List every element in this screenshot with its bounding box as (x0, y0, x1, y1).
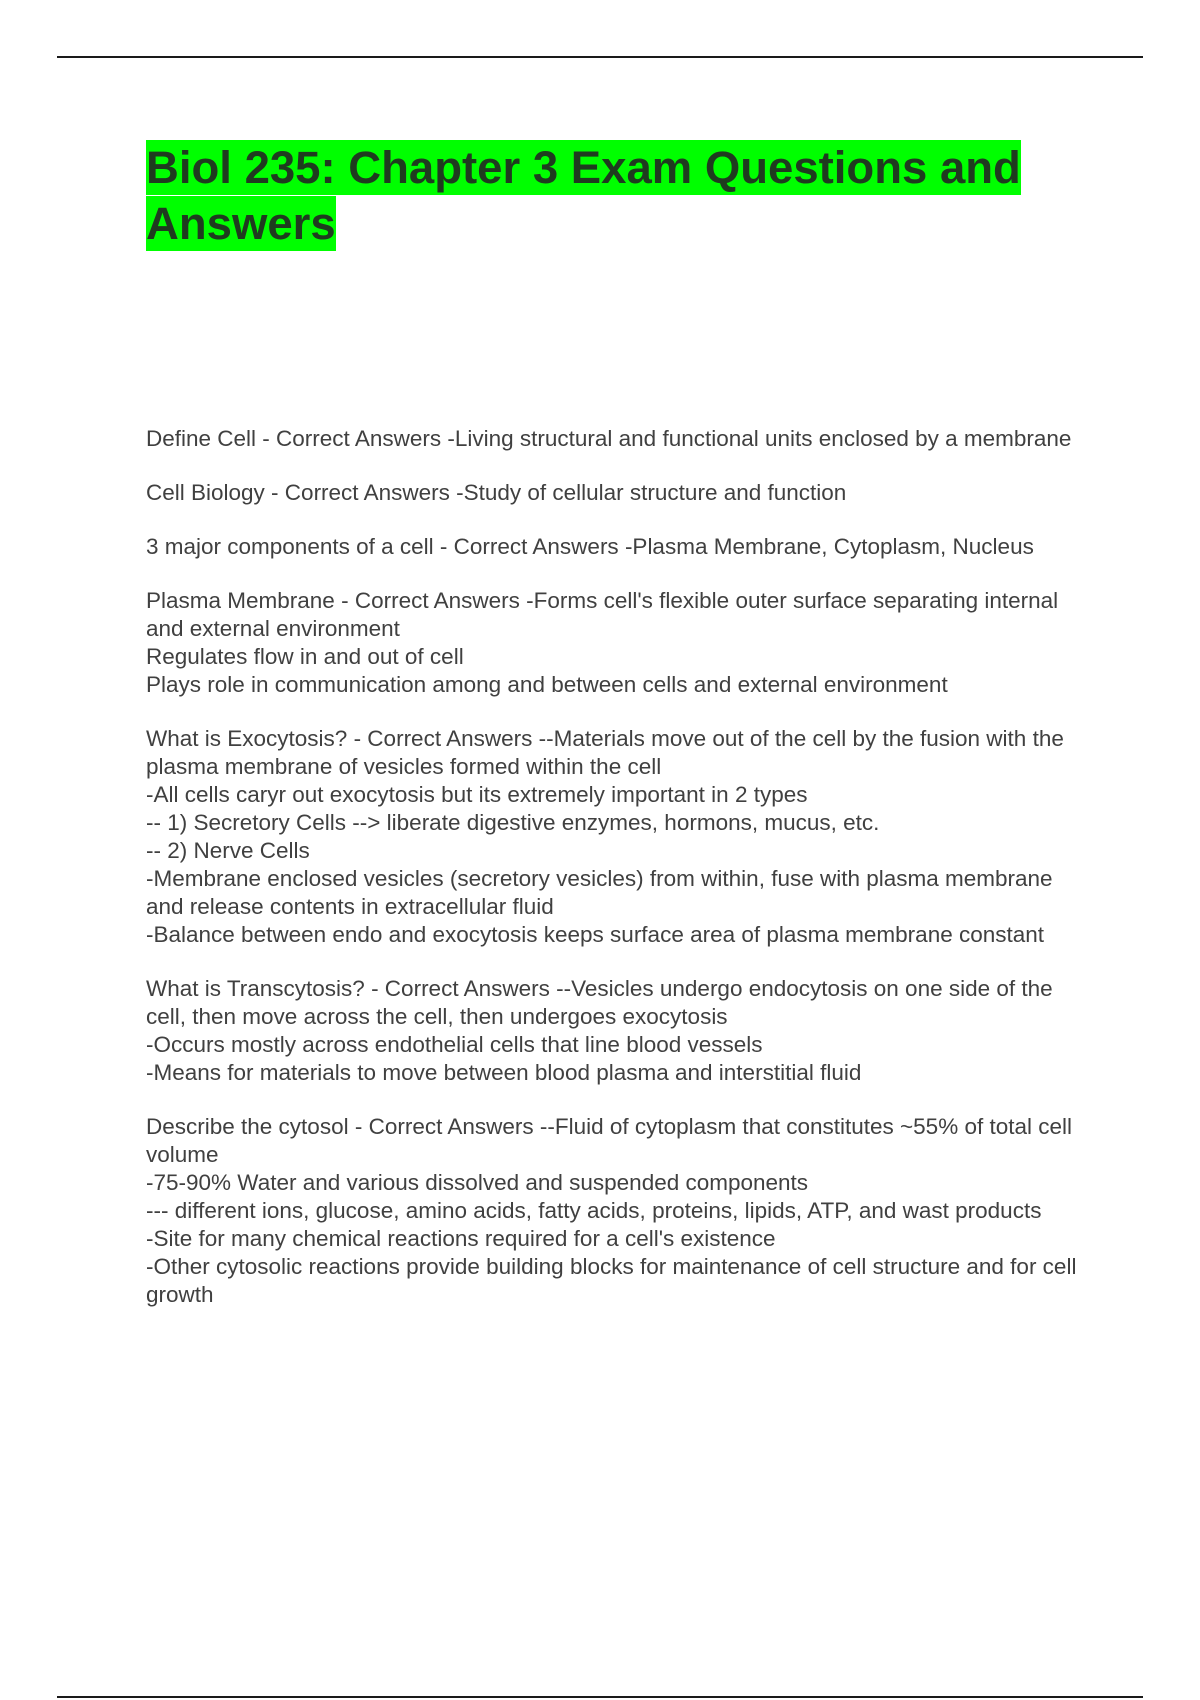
qa-line: What is Exocytosis? - Correct Answers --Materials move out of the cell by the fusion with the plasma membrane of vesicles formed within the cell (146, 726, 1064, 779)
top-rule (57, 56, 1143, 58)
qa-line: Cell Biology - Correct Answers -Study of cellular structure and function (146, 480, 847, 505)
qa-list (146, 425, 1096, 1335)
qa-line: Describe the cytosol - Correct Answers --Fluid of cytoplasm that constitutes ~55% of total cell volume (146, 1114, 1073, 1167)
qa-line: Regulates flow in and out of cell (146, 644, 464, 669)
qa-entry (146, 975, 1096, 1087)
qa-line: Plays role in communication among and between cells and external environment (146, 672, 948, 697)
qa-line: 3 major components of a cell - Correct Answers -Plasma Membrane, Cytoplasm, Nucleus (146, 534, 1034, 559)
title-highlight: Biol 235: Chapter 3 Exam Questions and Answers (146, 142, 1021, 249)
qa-line: -75-90% Water and various dissolved and suspended components (146, 1170, 809, 1195)
qa-line: --- different ions, glucose, amino acids, fatty acids, proteins, lipids, ATP, and wast products (146, 1198, 1042, 1223)
qa-entry (146, 425, 1096, 453)
qa-line: -Means for materials to move between blood plasma and interstitial fluid (146, 1060, 862, 1085)
qa-line: Plasma Membrane - Correct Answers -Forms cell's flexible outer surface separating internal and external environment (146, 588, 1059, 641)
qa-entry (146, 479, 1096, 507)
qa-entry (146, 1113, 1096, 1309)
qa-line: Define Cell - Correct Answers -Living structural and functional units enclosed by a membrane (146, 426, 1072, 451)
qa-line: -Other cytosolic reactions provide building blocks for maintenance of cell structure and for cell growth (146, 1254, 1077, 1307)
qa-line: -- 2) Nerve Cells (146, 838, 310, 863)
bottom-rule (57, 1696, 1143, 1698)
qa-entry (146, 587, 1096, 699)
qa-line: What is Transcytosis? - Correct Answers --Vesicles undergo endocytosis on one side of the cell, then move across the cell, then undergoes exocytosis (146, 976, 1053, 1029)
qa-line: -All cells caryr out exocytosis but its extremely important in 2 types (146, 782, 808, 807)
qa-line: -Membrane enclosed vesicles (secretory vesicles) from within, fuse with plasma membrane and release contents in extracellular fluid (146, 866, 1053, 919)
qa-line: -Site for many chemical reactions required for a cell's existence (146, 1226, 776, 1251)
document-title (146, 140, 1086, 252)
qa-entry (146, 533, 1096, 561)
qa-entry (146, 725, 1096, 949)
qa-line: -Balance between endo and exocytosis keeps surface area of plasma membrane constant (146, 922, 1045, 947)
qa-line: -- 1) Secretory Cells --> liberate digestive enzymes, hormons, mucus, etc. (146, 810, 880, 835)
qa-line: -Occurs mostly across endothelial cells that line blood vessels (146, 1032, 763, 1057)
